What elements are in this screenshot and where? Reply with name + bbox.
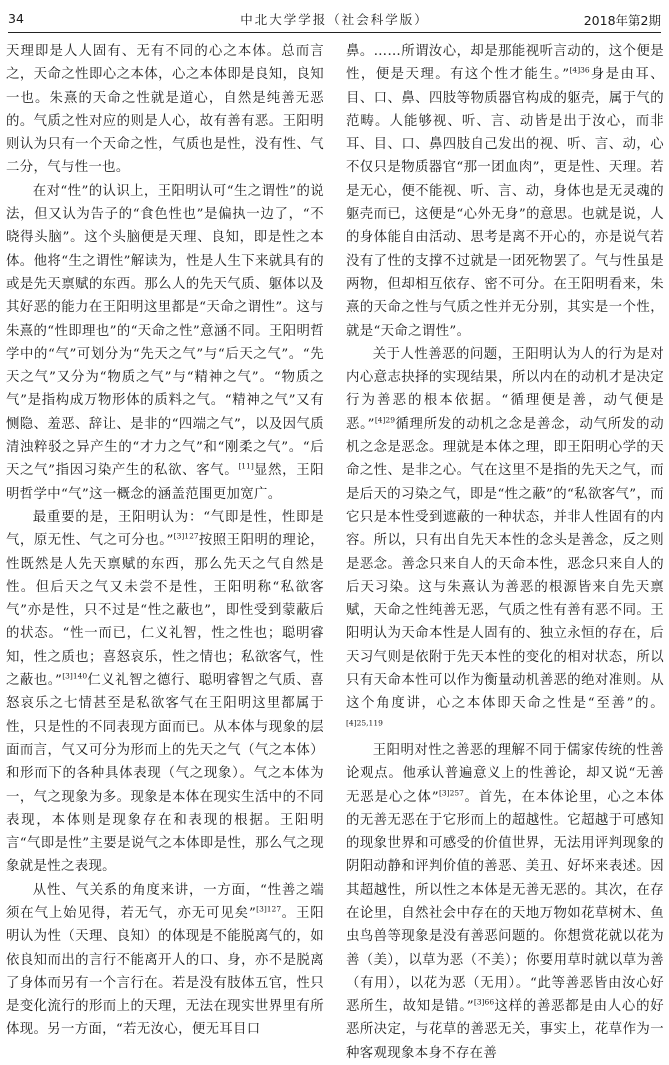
citation: [4]25,119 [346,718,383,728]
citation: [3]127 [173,531,199,541]
paragraph: 天理即是人人固有、无有不同的心之本体。总而言之，天命之性即心之本体，心之本体即是良知，良知一也。朱熹的天命之性就是道心，自然是纯善无恶的。气质之性对应的则是人心，故有善有恶。王阳明则认为只有一个天命之性，气质也是性，没有性、气二分，气与性一也。 [6,44,324,176]
citation: [4]29 [374,415,395,425]
citation: [11] [238,461,254,471]
paragraph: 王阳明对性之善恶的理解不同于儒家传统的性善论观点。他承认普遍意义上的性善论，却又说“无善无恶是心之体”$^{[3]257}$。首先，在本体论里，心之本体的无善无恶在于它形而上的超越性。它超越于可感知的现象世界和可感受的价值世界，无法用评判现象的阴阳动静和评判价值的善恶、美丑、好坏来表述。因其超越性，所以性之本体是无善无恶的。其次，在存在论里，自然社会中存在的天地万物如花草树木、鱼虫鸟兽等现象是没有善恶问题的。你想赏花就以花为善（美），以草为恶（不美）；你要用草时就以草为善（有用），以花为恶（无用）。“此等善恶皆由汝心好恶所生，故知是错。”$^{[3]66}$这样的善恶都是由人心的好恶所决定，与花草的善恶无关，事实上，花草作为一种客观现象本身不存在善 [346,742,664,1061]
paragraph: 关于人性善恶的问题，王阳明认为人的行为是对内心意志抉择的实现结果，所以内在的动机才是决定行为善恶的根本依据。“循理便是善，动气便是恶。”$^{[4]29}$循理所发的动机之念是善念，动气所发的动机之念是恶念。理就是本体之理，即王阳明心学的天命之性、是非之心。气在这里不是指的先天之气，而是后天的习染之气，即是“性之蔽”的“私欲客气”，而它只是本性受到遮蔽的一种状态，并非人性固有的内容。所以，只有出自先天本性的念头是善念，反之则是恶念。善念只来自人的天命本性，恶念只来自人的后天习染。这与朱熹认为善恶的根源皆来自先天禀赋，天命之性纯善无恶，气质之性有善有恶不同。王阳明认为天命本性是人固有的、独立永恒的存在，后天习气则是依附于先天本性的变化的相对状态，所以只有天命本性可以作为衡量动机善恶的绝对准则。从这个角度讲，心之本体即天命之性是“至善”的。$^{[4]25,119}$ [346,346,664,728]
paragraph: 从性、气关系的角度来讲，一方面，“性善之端须在气上始见得，若无气，亦无可见矣”$^{[3]127}$。王阳明认为性（天理、良知）的体现是不能脱离气的，如依良知而出的言行不能离开人的口、身，亦不是脱离了身体而另有一个言行在。若是没有肢体五官，性只是变化流行的形而上的天理，无法在现实世界里有所体现。另一方面，“若无汝心，便无耳目口 [6,882,324,1038]
left-column [6,40,324,1042]
paragraph: 在对“性”的认识上，王阳明认可“生之谓性”的说法，但又认为告子的“食色性也”是偏执一边了，“不晓得头脑”。这个头脑便是天理、良知，即是性之本体。他将“生之谓性”解读为，性是人生下来就具有的或是先天禀赋的东西。那么人的先天气质、躯体以及其好恶的能力在王阳明这里都是“天命之谓性”。这与朱熹的“性即理也”的“天命之性”意涵不同。王阳明哲学中的“气”可划分为“先天之气”与“后天之气”。“先天之气”又分为“物质之气”与“精神之气”。“物质之气”是指构成万物形体的质料之气。“精神之气”又有恻隐、羞恶、辞让、是非的“四端之气”，以及因气质清浊粹驳之异产生的“才力之气”和“刚柔之气”。“后天之气”指因习染产生的私欲、客气。[11]显然，王阳明哲学中“气”这一概念的涵盖范围更加宽广。 [6,183,325,502]
citation: [4]36 [569,65,590,75]
right-column [346,40,664,1065]
citation: [3]127 [256,904,282,914]
page-header [8,4,661,33]
paragraph: 鼻。……所谓汝心，却是那能视听言动的，这个便是性，便是天理。有这个性才能生。”$^{[4]36}$身是由耳、目、口、鼻、四肢等物质器官构成的躯壳，属于气的范畴。人能够视、听、言、动皆是出于汝心，而非耳、目、口、鼻四肢自己发出的视、听、言、动，心不仅只是物质器官“那一团血肉”，更是性、天理。若是无心，便不能视、听、言、动，身体也是无灵魂的躯壳而已，这便是“心外无身”的意思。也就是说，人的身体能自由活动、思考是离不开心的，亦是说气若没有了性的支撑不过就是一团死物罢了。气与性虽是两物，但却相互依存、密不可分。在王阳明看来，朱熹的天命之性与气质之性并无分别，其实是一个性，就是“天命之谓性”。 [346,44,665,339]
page-number: 34 [8,11,24,26]
citation: [3]257 [438,788,464,798]
issue-label: 2018年第2期 [583,13,661,28]
citation: [3]140 [62,671,88,681]
paragraph: 最重要的是，王阳明认为：“气即是性，性即是气，原无性、气之可分也。”$^{[3]127}$按照王阳明的理论，性既然是人先天禀赋的东西，那么先天之气自然是性。但后天之气又未尝不是性，王阳明称“私欲客气”亦是性，只不过是“性之蔽也”，即性受到蒙蔽后的状态。“性一而已，仁义礼智，性之性也；聪明睿知，性之质也；喜怒哀乐，性之情也；私欲客气，性之蔽也。”$^{[3]140}$仁义礼智之德行、聪明睿智之气质、喜怒哀乐之七情甚至是私欲客气在王阳明这里都属于性，只是性的不同表现方面而已。从本体与现象的层面而言，气又可分为形而上的先天之气（气之本体）和形而下的各种具体表现（气之现象）。气之本体为一，气之现象为多。现象是本体在现实生活中的不同表现，本体则是现象存在和表现的根据。王阳明言“气即是性”主要是说气之本体即是性，那么气之现象就是性之表现。 [6,509,324,875]
citation: [3]66 [473,997,495,1007]
journal-title: 中北大学学报（社会科学版） [240,12,429,27]
